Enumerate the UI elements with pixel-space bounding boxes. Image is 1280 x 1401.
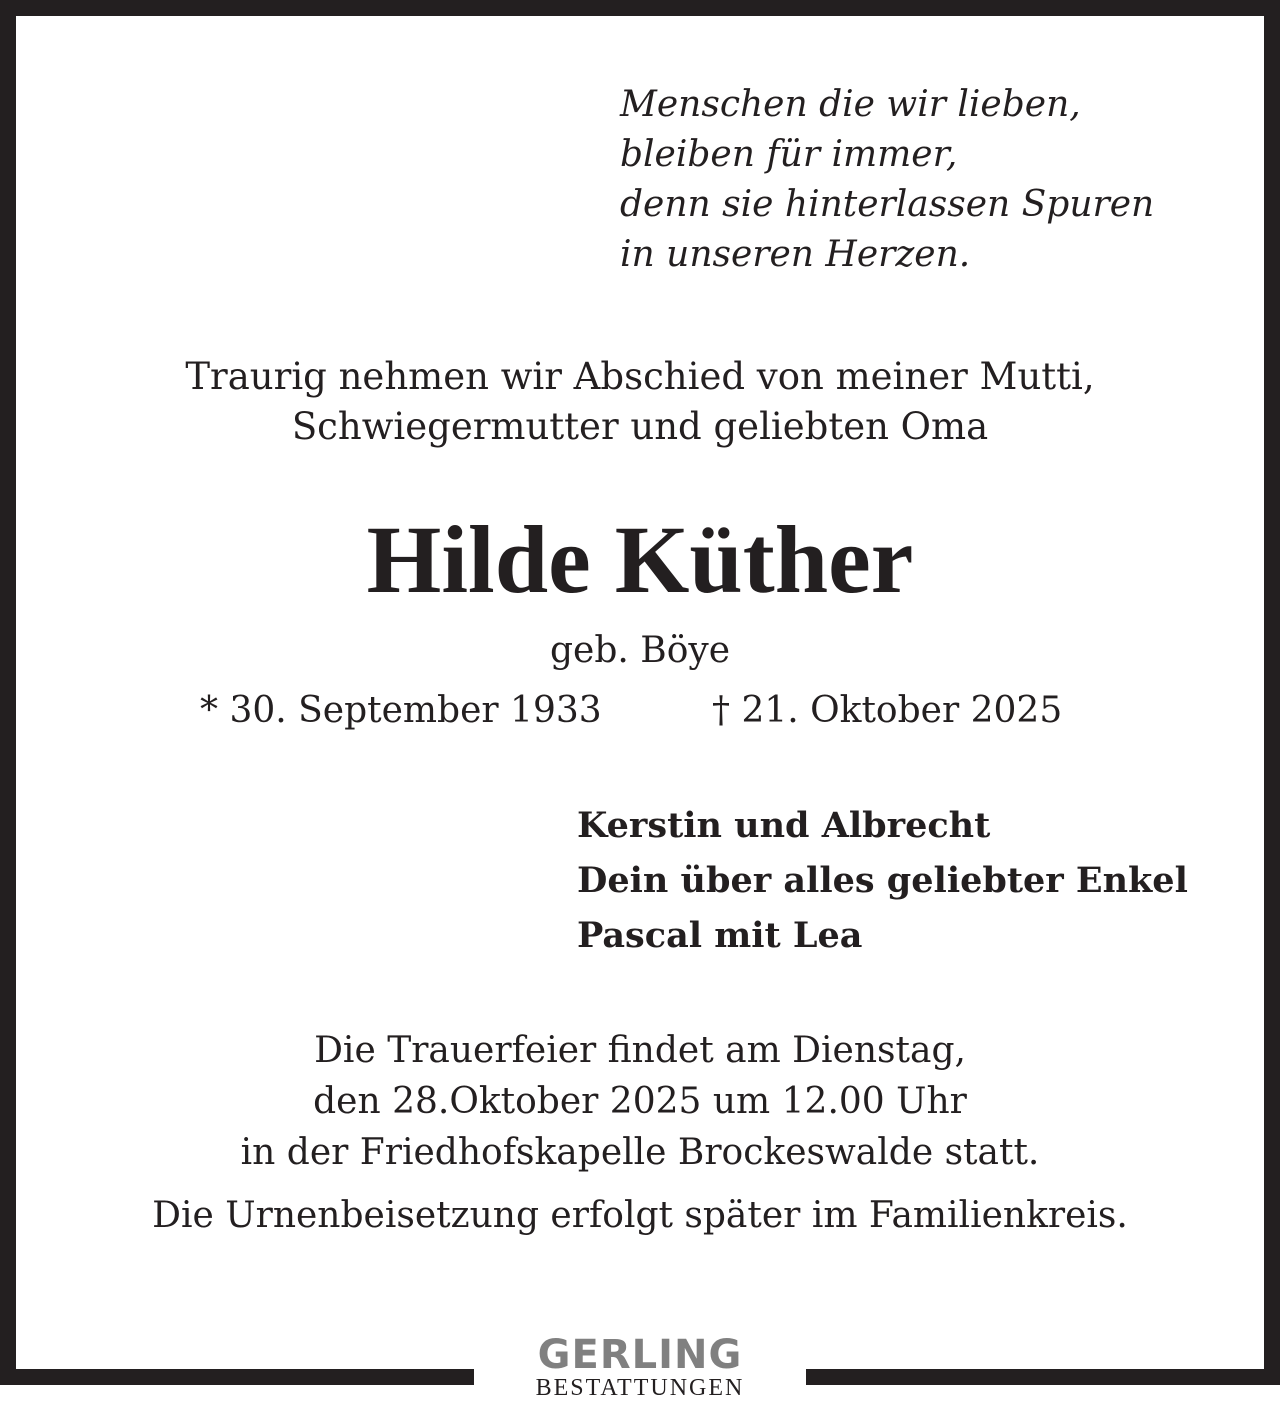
death-date: † 21. Oktober 2025 — [712, 690, 1063, 731]
service-info: Die Trauerfeier findet am Dienstag, den 28.Oktober 2025 um 12.00 Uhr in der Friedhofskapelle Brockeswalde statt. — [240, 1030, 1040, 1173]
deceased-name: Hilde Küther — [366, 506, 914, 613]
funeral-home-logo: GERLING — [537, 1332, 743, 1378]
family-list: Kerstin und Albrecht Dein über alles geliebter Enkel Pascal mit Lea — [577, 805, 1188, 956]
intro-text: Traurig nehmen wir Abschied von meiner Mutti, Schwiegermutter und geliebten Oma — [185, 355, 1095, 448]
birth-date: * 30. September 1933 — [200, 690, 602, 731]
funeral-home-logo-subtitle: BESTATTUNGEN — [535, 1375, 745, 1401]
quote: Menschen die wir lieben, bleiben für immer, denn sie hinterlassen Spuren in unseren Herzen. — [620, 84, 1155, 275]
urn-info: Die Urnenbeisetzung erfolgt später im Familienkreis. — [152, 1195, 1128, 1236]
birth-name: geb. Böye — [549, 630, 731, 671]
